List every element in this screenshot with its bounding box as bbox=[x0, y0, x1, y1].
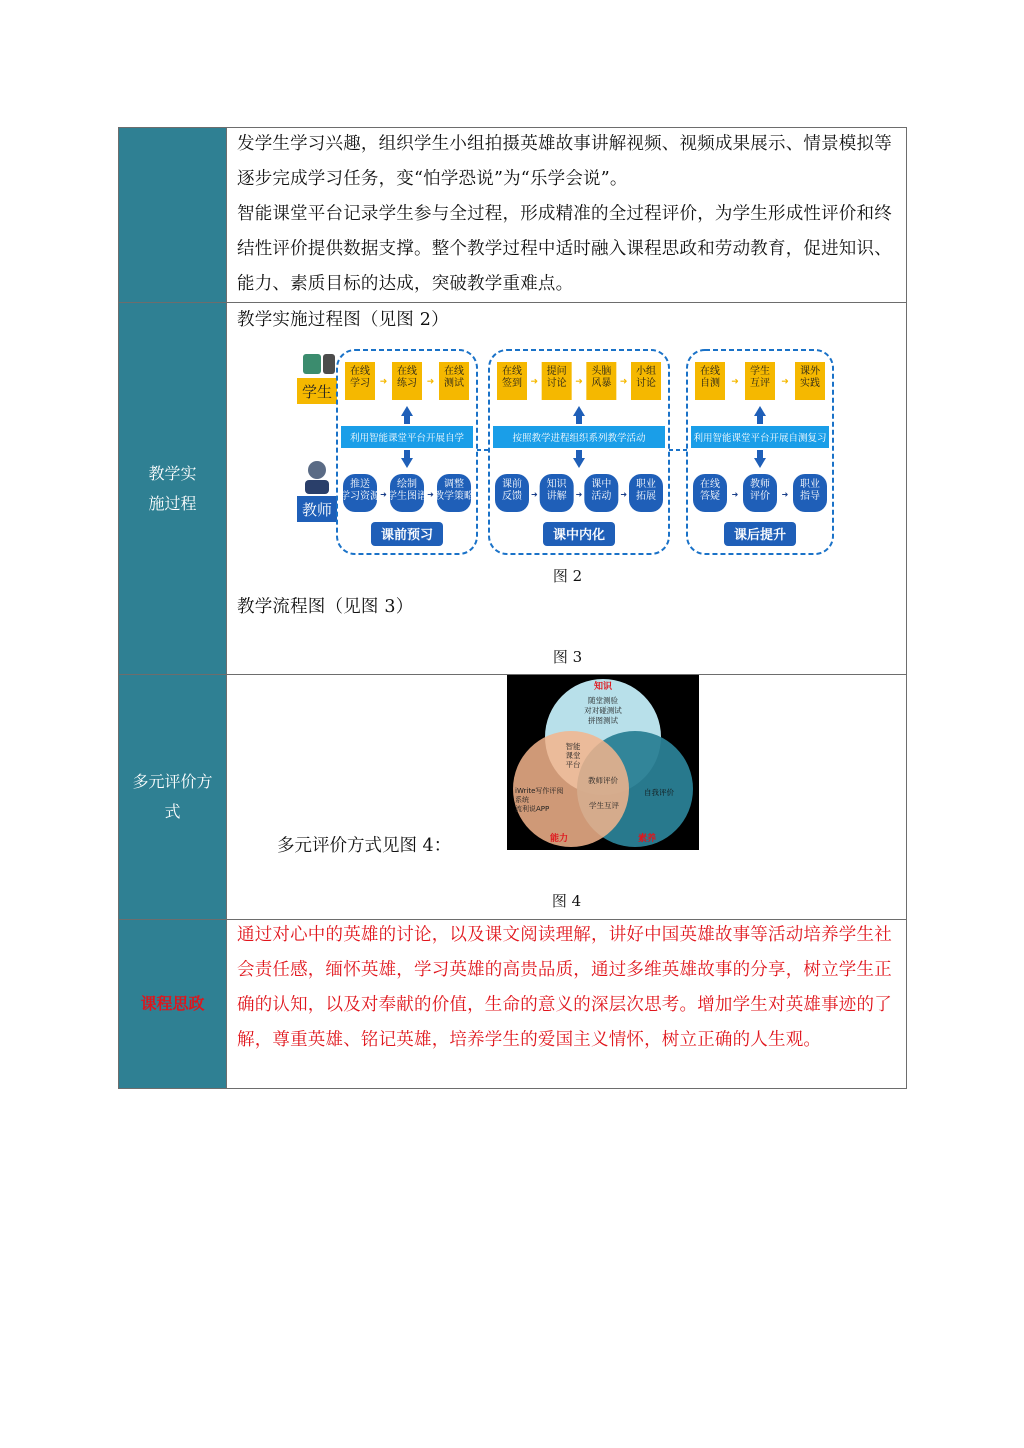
stage-name: 课前预习 bbox=[380, 528, 434, 543]
teacher-step-label: 教师评价 bbox=[750, 479, 770, 502]
center-overlap-label: 课堂 bbox=[565, 751, 581, 760]
row-label-empty bbox=[119, 128, 227, 303]
center-overlap-label: 平台 bbox=[565, 760, 581, 769]
student-step-label: 头脑风暴 bbox=[591, 366, 612, 389]
knowledge-item: 拼图测试 bbox=[588, 716, 618, 725]
ideology-paragraph: 通过对心中的英雄的讨论，以及课文阅读理解，讲好中国英雄故事等活动培养学生社会责任感，缅怀英雄，学习英雄的高贵品质，通过多维英雄故事的分享，树立学生正确的认知，以及对奉献的价值，生命的意义的深层次思考。增加学生对英雄事迹的了解，尊重英雄、铭记英雄，培养学生的爱国主义情怀，树立正确的人生观。 bbox=[237, 925, 892, 1050]
label-text: 多元评价方式 bbox=[132, 772, 213, 821]
arrow-up-icon bbox=[754, 406, 766, 416]
paragraph-2: 智能课堂平台记录学生参与全过程，形成精准的全过程评价，为学生形成性评价和终结性评价提供数据支撑。整个教学过程中适时融入课程思政和劳动教育，促进知识、能力、素质目标的达成，突破教学重难点。 bbox=[237, 204, 892, 294]
knowledge-item: 随堂测验 bbox=[588, 696, 618, 705]
teacher-step-label: 推送学习资源 bbox=[340, 479, 380, 502]
teacher-figure-icon bbox=[305, 480, 329, 494]
teacher-step-label: 调整教学策略 bbox=[434, 479, 474, 502]
knowledge-item: 对对碰测试 bbox=[584, 706, 622, 715]
arrow-up-icon bbox=[401, 406, 413, 416]
student-step-label: 小组讨论 bbox=[636, 366, 656, 389]
stage-name: 课中内化 bbox=[552, 528, 606, 543]
teacher-eval-label: 教师评价 bbox=[588, 776, 618, 785]
student-step-label: 在线学习 bbox=[350, 366, 370, 389]
figure3-caption: 图 3 bbox=[552, 648, 583, 666]
arrow-right-icon: ➜ bbox=[731, 377, 739, 387]
center-overlap-label: 智能 bbox=[565, 742, 581, 751]
student-step-label: 在线自测 bbox=[700, 366, 720, 389]
arrow-right-icon: ➜ bbox=[619, 377, 628, 387]
student-step-label: 提问讨论 bbox=[546, 366, 567, 389]
content-cell-3 bbox=[227, 675, 907, 920]
arrow-right-icon: ➜ bbox=[781, 377, 789, 387]
ability-title: 能力 bbox=[549, 834, 569, 844]
content-cell-1 bbox=[227, 128, 907, 303]
quality-item: 自我评价 bbox=[644, 788, 674, 797]
arrow-down-icon bbox=[401, 458, 413, 468]
student-figure-icon bbox=[303, 354, 321, 374]
arrow-right-icon: ➜ bbox=[427, 490, 434, 499]
peer-eval-label: 学生互评 bbox=[589, 801, 619, 810]
content-cell-2 bbox=[227, 303, 907, 675]
student-step-label: 课外实践 bbox=[800, 366, 820, 389]
arrow-right-icon: ➜ bbox=[380, 490, 387, 499]
arrow-right-icon: ➜ bbox=[379, 377, 388, 387]
arrow-down-icon bbox=[754, 458, 766, 468]
student-step-label: 学生互评 bbox=[750, 366, 770, 389]
stage-name: 课后提升 bbox=[733, 528, 787, 543]
teacher-step-label: 职业指导 bbox=[800, 479, 820, 502]
paragraph-1: 发学生学习兴趣，组织学生小组拍摄英雄故事讲解视频、视频成果展示、情景模拟等逐步完成学习任务，变“怕学恐说”为“乐学会说”。 bbox=[237, 134, 892, 189]
evaluation-text: 多元评价方式见图 4： bbox=[277, 836, 452, 856]
arrow-right-icon: ➜ bbox=[731, 490, 739, 499]
arrow-down-icon bbox=[757, 450, 763, 458]
ability-item: 系统 bbox=[515, 796, 529, 804]
knowledge-title: 知识 bbox=[593, 682, 613, 692]
row-label-evaluation bbox=[119, 675, 227, 920]
label-text: 课程思政 bbox=[140, 994, 205, 1013]
teacher-step-label: 课中活动 bbox=[591, 479, 612, 502]
student-step-label: 在线测试 bbox=[444, 366, 464, 389]
arrow-up-icon bbox=[757, 416, 763, 424]
student-step-label: 在线练习 bbox=[397, 366, 417, 389]
lesson-table bbox=[118, 127, 907, 1089]
content-cell-4 bbox=[227, 920, 907, 1089]
teacher-step-label: 知识讲解 bbox=[546, 479, 567, 502]
teacher-step-label: 课前反馈 bbox=[502, 479, 522, 502]
arrow-right-icon: ➜ bbox=[575, 490, 583, 499]
teaching-process-diagram bbox=[293, 346, 845, 560]
platform-label: 按照教学进程组织系列教学活动 bbox=[512, 433, 646, 444]
teacher-step-label: 在线答疑 bbox=[700, 479, 720, 502]
arrow-down-icon bbox=[573, 458, 585, 468]
figure2-caption: 图 2 bbox=[552, 567, 583, 585]
figure3-intro: 教学流程图（见图 3） bbox=[237, 597, 414, 617]
arrow-right-icon: ➜ bbox=[426, 377, 435, 387]
arrow-down-icon bbox=[404, 450, 410, 458]
arrow-up-icon bbox=[573, 406, 585, 416]
platform-label: 利用智能课堂平台开展自测复习 bbox=[693, 433, 827, 444]
row-label-teaching-process bbox=[119, 303, 227, 675]
figure4-caption: 图 4 bbox=[551, 892, 582, 910]
label-text: 教学实施过程 bbox=[148, 463, 197, 513]
arrow-up-icon bbox=[576, 416, 582, 424]
teacher-label: 教师 bbox=[301, 501, 333, 519]
teacher-figure-icon bbox=[308, 461, 326, 479]
ability-item: iWrite写作评阅 bbox=[515, 787, 564, 795]
student-label: 学生 bbox=[301, 383, 333, 401]
arrow-right-icon: ➜ bbox=[530, 490, 538, 499]
teacher-step-label: 绘制学生图谱 bbox=[387, 479, 427, 502]
student-figure-icon bbox=[323, 354, 335, 374]
arrow-right-icon: ➜ bbox=[620, 490, 628, 499]
evaluation-venn-diagram bbox=[507, 675, 699, 850]
ability-item: 流利说APP bbox=[515, 805, 550, 813]
figure2-intro: 教学实施过程图（见图 2） bbox=[237, 310, 449, 330]
teacher-step-label: 职业拓展 bbox=[636, 479, 656, 502]
quality-title: 素养 bbox=[637, 834, 657, 844]
platform-label: 利用智能课堂平台开展自学 bbox=[349, 433, 465, 444]
arrow-up-icon bbox=[404, 416, 410, 424]
arrow-down-icon bbox=[576, 450, 582, 458]
student-step-label: 在线签到 bbox=[502, 366, 522, 389]
row-label-ideology bbox=[119, 920, 227, 1089]
arrow-right-icon: ➜ bbox=[781, 490, 789, 499]
arrow-right-icon: ➜ bbox=[530, 377, 539, 387]
arrow-right-icon: ➜ bbox=[575, 377, 583, 387]
